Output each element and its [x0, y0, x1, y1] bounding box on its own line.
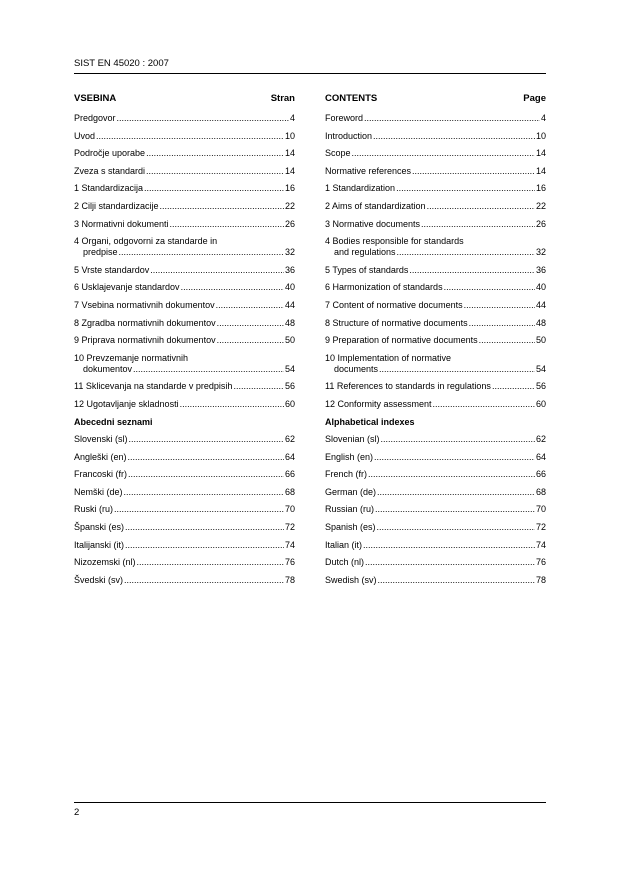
toc-entry — [74, 166, 295, 177]
toc-entry-page: 54 — [535, 363, 546, 374]
toc-entry-title: 9 Preparation of normative documents — [325, 335, 478, 346]
toc-entry — [74, 434, 295, 445]
toc-entry-page: 32 — [535, 247, 546, 258]
dot-leader — [444, 282, 535, 293]
dot-leader — [377, 487, 535, 498]
toc-entry-title: predpise — [83, 247, 118, 258]
toc-entry — [74, 399, 295, 410]
dot-leader — [427, 201, 535, 212]
toc-entry — [74, 575, 295, 586]
toc-entry-page: 16 — [284, 183, 295, 194]
toc-entry-title: English (en) — [325, 451, 374, 462]
toc-entry-page: 4 — [289, 113, 295, 123]
toc-entry-title: Uvod — [74, 130, 96, 141]
toc-entry-page: 64 — [284, 451, 295, 462]
toc-entry-page: 36 — [535, 264, 546, 275]
dot-leader — [378, 575, 535, 586]
toc-entry-title: Swedish (sv) — [325, 574, 377, 585]
toc-entry-page: 50 — [535, 335, 546, 346]
toc-entry-page: 14 — [535, 148, 546, 159]
dot-leader — [375, 504, 535, 515]
toc-entry-page: 44 — [284, 299, 295, 310]
toc-entry-title: French (fr) — [325, 469, 368, 480]
toc-entry — [325, 201, 546, 212]
dot-leader — [396, 183, 535, 194]
toc-entry-title: 6 Harmonization of standards — [325, 282, 443, 293]
toc-entry-title: documents — [334, 363, 379, 374]
toc-entry-page: 56 — [535, 381, 546, 392]
dot-leader — [124, 487, 284, 498]
toc-entry-title: 5 Types of standards — [325, 264, 409, 275]
toc-entry — [325, 236, 546, 258]
toc-entry-title: 3 Normativni dokumenti — [74, 218, 169, 229]
toc-entry-page: 72 — [284, 522, 295, 533]
index-heading: Abecedni seznami — [74, 416, 153, 427]
toc-entry — [74, 300, 295, 311]
index-entries — [325, 434, 546, 586]
toc-entry-line — [74, 364, 295, 375]
running-header: SIST EN 45020 : 2007 — [74, 58, 169, 69]
toc-entry-title: dokumentov — [83, 363, 133, 374]
toc-entry-title: 3 Normative documents — [325, 218, 421, 229]
toc-entry-page: 48 — [284, 317, 295, 328]
toc-entry-title: 10 Implementation of normative — [325, 352, 452, 363]
toc-entry-page: 40 — [535, 282, 546, 293]
toc-entry-page: 72 — [535, 522, 546, 533]
toc-entry — [74, 335, 295, 346]
toc-entry-title: Italian (it) — [325, 539, 363, 550]
header-rule — [74, 73, 546, 74]
toc-entry — [74, 557, 295, 568]
toc-entry — [74, 131, 295, 142]
toc-entry — [325, 318, 546, 329]
toc-entry — [74, 148, 295, 159]
toc-entry-title: Russian (ru) — [325, 504, 375, 515]
toc-entry-title: Angleški (en) — [74, 451, 127, 462]
dot-leader — [421, 219, 535, 230]
dot-leader — [125, 522, 284, 533]
toc-entry-page: 4 — [540, 113, 546, 123]
toc-entry-page: 62 — [535, 434, 546, 445]
toc-entry — [74, 265, 295, 276]
toc-entry-title: Zveza s standardi — [74, 165, 146, 176]
footer-rule — [74, 802, 546, 803]
toc-entry — [325, 504, 546, 515]
toc-entry — [74, 452, 295, 463]
dot-leader — [379, 364, 535, 375]
toc-entry — [325, 183, 546, 194]
dot-leader — [150, 265, 284, 276]
toc-entry-title: 7 Vsebina normativnih dokumentov — [74, 299, 215, 310]
toc-entry-title: 11 Sklicevanja na standarde v predpisih — [74, 381, 233, 392]
dot-leader — [433, 399, 535, 410]
toc-entry-title: Francoski (fr) — [74, 469, 128, 480]
toc-entry-title: 10 Prevzemanje normativnih — [74, 352, 189, 363]
toc-entry-page: 66 — [284, 469, 295, 480]
toc-entry — [325, 166, 546, 177]
toc-entry — [325, 148, 546, 159]
toc-entry-title: 1 Standardizacija — [74, 183, 144, 194]
toc-entry — [325, 487, 546, 498]
dot-leader — [412, 166, 535, 177]
toc-entry-page: 50 — [284, 335, 295, 346]
toc-entry — [325, 575, 546, 586]
toc-entry — [74, 219, 295, 230]
toc-entry-page: 10 — [284, 130, 295, 141]
dot-leader — [114, 504, 284, 515]
toc-entry-title: 4 Bodies responsible for standards — [325, 236, 464, 247]
toc-entry — [325, 434, 546, 445]
toc-entry-title: 2 Aims of standardization — [325, 200, 426, 211]
dot-leader — [170, 219, 284, 230]
toc-entry-page: 56 — [284, 381, 295, 392]
dot-leader — [160, 201, 284, 212]
dot-leader — [377, 522, 535, 533]
toc-entry-page: 60 — [535, 398, 546, 409]
page-number: 2 — [74, 807, 80, 818]
toc-entry — [74, 201, 295, 212]
toc-entry — [74, 469, 295, 480]
toc-entry-title: Španski (es) — [74, 522, 125, 533]
toc-entry-title: 8 Structure of normative documents — [325, 317, 468, 328]
dot-leader — [129, 434, 284, 445]
toc-entries — [74, 113, 295, 410]
toc-entry-page: 14 — [284, 148, 295, 159]
dot-leader — [216, 300, 284, 311]
toc-entry-title: 12 Ugotavljanje skladnosti — [74, 398, 179, 409]
toc-heading: VSEBINA — [74, 93, 117, 104]
toc-entry-page: 22 — [535, 200, 546, 211]
toc-entry — [74, 522, 295, 533]
toc-entry-line — [325, 247, 546, 258]
toc-entry — [325, 469, 546, 480]
toc-entry — [325, 300, 546, 311]
dot-leader — [365, 557, 535, 568]
toc-entry-page: 78 — [284, 574, 295, 585]
toc-entry — [325, 522, 546, 533]
toc-entry — [325, 265, 546, 276]
toc-entry-title: Foreword — [325, 113, 364, 123]
dot-leader — [119, 247, 284, 258]
toc-entry-title: Italijanski (it) — [74, 539, 125, 550]
toc-entry-title: Ruski (ru) — [74, 504, 114, 515]
toc-entries — [325, 113, 546, 410]
toc-entry-page: 36 — [284, 264, 295, 275]
toc-entry — [325, 113, 546, 124]
toc-entry — [325, 353, 546, 375]
toc-entry — [74, 236, 295, 258]
dot-leader — [133, 364, 284, 375]
toc-entry — [74, 381, 295, 392]
toc-entry — [74, 504, 295, 515]
toc-entry-title: 1 Standardization — [325, 183, 396, 194]
toc-entry-title: 8 Zgradba normativnih dokumentov — [74, 317, 216, 328]
dot-leader — [363, 540, 535, 551]
toc-entry-page: 68 — [284, 486, 295, 497]
toc-entry-title: Slovenski (sl) — [74, 434, 128, 445]
dot-leader — [125, 540, 284, 551]
toc-entry-title: Nizozemski (nl) — [74, 557, 136, 568]
toc-entry-title: Spanish (es) — [325, 522, 376, 533]
dot-leader — [181, 282, 284, 293]
dot-leader — [217, 335, 284, 346]
toc-entry-page: 60 — [284, 398, 295, 409]
toc-entry-title: Nemški (de) — [74, 486, 123, 497]
toc-entry-page: 70 — [284, 504, 295, 515]
toc-entry-page: 62 — [284, 434, 295, 445]
toc-entry-page: 74 — [284, 539, 295, 550]
dot-leader — [117, 113, 289, 124]
toc-entry-page: 54 — [284, 363, 295, 374]
toc-entry — [74, 113, 295, 124]
page-column-label: Stran — [270, 93, 295, 104]
toc-entry-title: Predgovor — [74, 113, 116, 123]
toc-entry-title: Normative references — [325, 165, 412, 176]
toc-entry-line — [325, 364, 546, 375]
dot-leader — [464, 300, 535, 311]
toc-entry — [325, 540, 546, 551]
dot-leader — [128, 469, 284, 480]
dot-leader — [146, 166, 284, 177]
index-entries — [74, 434, 295, 586]
dot-leader — [96, 131, 284, 142]
toc-entry — [74, 183, 295, 194]
toc-entry-title: 6 Usklajevanje standardov — [74, 282, 180, 293]
toc-entry — [325, 399, 546, 410]
toc-entry — [325, 335, 546, 346]
toc-entry-page: 22 — [284, 200, 295, 211]
toc-entry-page: 44 — [535, 299, 546, 310]
dot-leader — [146, 148, 284, 159]
dot-leader — [217, 318, 284, 329]
dot-leader — [144, 183, 284, 194]
toc-entry-page: 64 — [535, 451, 546, 462]
dot-leader — [374, 452, 535, 463]
toc-entry-page: 48 — [535, 317, 546, 328]
toc-entry — [74, 282, 295, 293]
toc-entry-line — [74, 247, 295, 258]
dot-leader — [137, 557, 284, 568]
dot-leader — [397, 247, 535, 258]
toc-entry-page: 14 — [535, 165, 546, 176]
toc-entry — [74, 487, 295, 498]
toc-entry — [325, 131, 546, 142]
toc-heading: CONTENTS — [325, 93, 378, 104]
toc-entry — [325, 282, 546, 293]
dot-leader — [180, 399, 284, 410]
toc-entry-title: 7 Content of normative documents — [325, 299, 463, 310]
toc-entry-title: Švedski (sv) — [74, 574, 124, 585]
toc-entry-title: Introduction — [325, 130, 373, 141]
toc-entry-page: 76 — [284, 557, 295, 568]
toc-entry — [325, 557, 546, 568]
toc-entry — [325, 381, 546, 392]
toc-entry-page: 74 — [535, 539, 546, 550]
dot-leader — [492, 381, 535, 392]
toc-entry-page: 76 — [535, 557, 546, 568]
toc-entry-page: 26 — [535, 218, 546, 229]
toc-column-slovenian — [74, 92, 295, 592]
toc-entry-page: 10 — [535, 130, 546, 141]
toc-entry — [74, 353, 295, 375]
dot-leader — [368, 469, 535, 480]
dot-leader — [381, 434, 535, 445]
toc-entry-page: 66 — [535, 469, 546, 480]
dot-leader — [233, 381, 284, 392]
toc-entry-page: 32 — [284, 247, 295, 258]
dot-leader — [124, 575, 284, 586]
toc-entry-title: German (de) — [325, 486, 377, 497]
page-column-label: Page — [523, 93, 546, 104]
toc-entry-title: Slovenian (sl) — [325, 434, 380, 445]
toc-entry-title: 5 Vrste standardov — [74, 264, 150, 275]
toc-entry-page: 26 — [284, 218, 295, 229]
toc-entry-page: 78 — [535, 574, 546, 585]
toc-entry — [325, 452, 546, 463]
dot-leader — [479, 335, 535, 346]
dot-leader — [409, 265, 535, 276]
toc-entry-title: 9 Priprava normativnih dokumentov — [74, 335, 216, 346]
toc-entry-page: 16 — [535, 183, 546, 194]
dot-leader — [352, 148, 535, 159]
toc-entry-page: 68 — [535, 486, 546, 497]
dot-leader — [469, 318, 535, 329]
toc-entry-title: and regulations — [334, 247, 396, 258]
toc-column-english — [325, 92, 546, 592]
dot-leader — [364, 113, 540, 124]
toc-heading-row — [325, 92, 546, 105]
toc-entry — [325, 219, 546, 230]
toc-entry-title: Dutch (nl) — [325, 557, 365, 568]
toc-entry — [74, 540, 295, 551]
index-heading: Alphabetical indexes — [325, 416, 415, 427]
toc-entry-title: Scope — [325, 148, 351, 159]
toc-entry-title: 4 Organi, odgovorni za standarde in — [74, 236, 218, 247]
toc-entry — [74, 318, 295, 329]
dot-leader — [128, 452, 284, 463]
toc-entry-title: Področje uporabe — [74, 148, 146, 159]
dot-leader — [373, 131, 535, 142]
toc-entry-page: 70 — [535, 504, 546, 515]
toc-entry-page: 14 — [284, 165, 295, 176]
toc-entry-title: 12 Conformity assessment — [325, 398, 432, 409]
toc-heading-row — [74, 92, 295, 105]
toc-entry-page: 40 — [284, 282, 295, 293]
toc-entry-title: 11 References to standards in regulations — [325, 381, 491, 392]
toc-entry-title: 2 Cilji standardizacije — [74, 200, 159, 211]
